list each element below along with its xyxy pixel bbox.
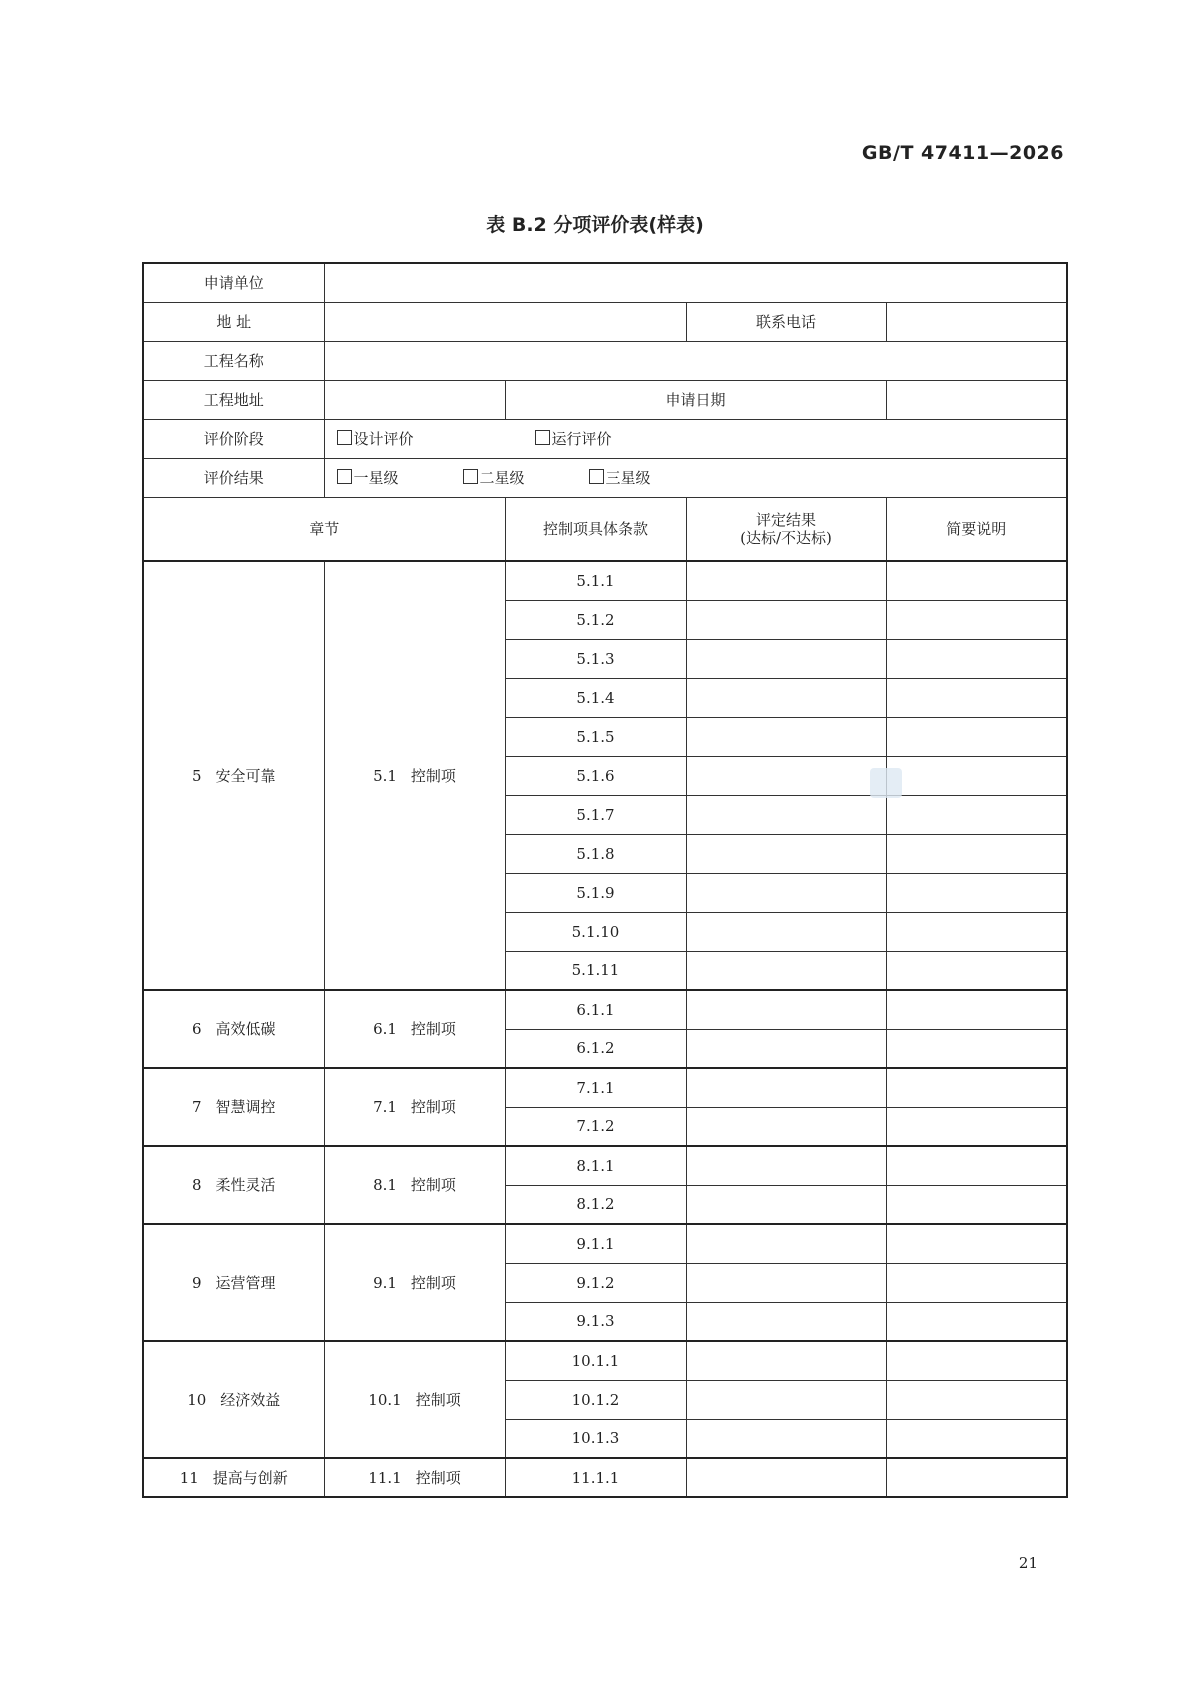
project-name-row [143,341,1067,380]
stage-options [324,419,1067,458]
project-name-value[interactable] [324,341,1067,380]
result-cell[interactable] [686,834,886,873]
subsection-name: 9.1 控制项 [324,1224,505,1341]
address-value[interactable] [324,302,686,341]
section-name: 5 安全可靠 [143,561,324,990]
clause-number: 9.1.1 [505,1224,686,1263]
note-cell[interactable] [886,1458,1067,1497]
note-cell[interactable] [886,1185,1067,1224]
clause-number: 9.1.3 [505,1302,686,1341]
result-cell[interactable] [686,1029,886,1068]
col-chapter: 章节 [143,497,505,561]
clause-number: 10.1.1 [505,1341,686,1380]
apply-date-value[interactable] [886,380,1067,419]
evaluation-table [142,262,1068,1498]
table-title: 表 B.2 分项评价表(样表) [486,214,704,236]
table-row [143,990,1067,1029]
result-label: 评价结果 [143,458,324,497]
section-name: 9 运营管理 [143,1224,324,1341]
table-row [143,1224,1067,1263]
standard-code: GB/T 47411—2026 [861,142,1064,164]
result-cell[interactable] [686,1458,886,1497]
stage-option-operation[interactable]: 运行评价 [535,430,612,448]
result-cell[interactable] [686,756,886,795]
clause-number: 5.1.7 [505,795,686,834]
address-label: 地 址 [143,302,324,341]
note-cell[interactable] [886,756,1067,795]
note-cell[interactable] [886,1341,1067,1380]
project-address-value[interactable] [324,380,505,419]
checkbox-icon[interactable] [463,469,478,484]
note-cell[interactable] [886,1107,1067,1146]
clause-number: 5.1.6 [505,756,686,795]
checkbox-icon[interactable] [535,430,550,445]
subsection-name: 8.1 控制项 [324,1146,505,1224]
stage-row [143,419,1067,458]
clause-number: 10.1.3 [505,1419,686,1458]
result-cell[interactable] [686,1419,886,1458]
column-header-row [143,497,1067,561]
subsection-name: 7.1 控制项 [324,1068,505,1146]
clause-number: 6.1.2 [505,1029,686,1068]
note-cell[interactable] [886,912,1067,951]
result-option-three-star[interactable]: 三星级 [589,469,651,487]
clause-number: 5.1.9 [505,873,686,912]
result-cell[interactable] [686,561,886,600]
stage-option-design[interactable]: 设计评价 [337,430,535,448]
clause-number: 5.1.1 [505,561,686,600]
result-cell[interactable] [686,873,886,912]
note-cell[interactable] [886,1419,1067,1458]
result-cell[interactable] [686,1263,886,1302]
result-cell[interactable] [686,678,886,717]
clause-number: 5.1.3 [505,639,686,678]
result-cell[interactable] [686,600,886,639]
section-name: 11 提高与创新 [143,1458,324,1497]
note-cell[interactable] [886,1146,1067,1185]
checkbox-icon[interactable] [337,430,352,445]
subsection-name: 5.1 控制项 [324,561,505,990]
address-row [143,302,1067,341]
result-cell[interactable] [686,1224,886,1263]
note-cell[interactable] [886,834,1067,873]
section-name: 6 高效低碳 [143,990,324,1068]
result-cell[interactable] [686,1068,886,1107]
result-cell[interactable] [686,990,886,1029]
result-cell[interactable] [686,795,886,834]
result-cell[interactable] [686,717,886,756]
clause-number: 7.1.2 [505,1107,686,1146]
section-name: 8 柔性灵活 [143,1146,324,1224]
result-option-one-star[interactable]: 一星级 [337,469,463,487]
result-cell[interactable] [686,1302,886,1341]
note-cell[interactable] [886,717,1067,756]
applicant-value[interactable] [324,263,1067,302]
section-name: 10 经济效益 [143,1341,324,1458]
table-row [143,1458,1067,1497]
result-cell[interactable] [686,951,886,990]
stage-label: 评价阶段 [143,419,324,458]
clause-number: 9.1.2 [505,1263,686,1302]
result-cell[interactable] [686,1146,886,1185]
checkbox-icon[interactable] [589,469,604,484]
note-cell[interactable] [886,1224,1067,1263]
phone-value[interactable] [886,302,1067,341]
result-cell[interactable] [686,1341,886,1380]
subsection-name: 10.1 控制项 [324,1341,505,1458]
note-cell[interactable] [886,873,1067,912]
note-cell[interactable] [886,795,1067,834]
project-address-row [143,380,1067,419]
note-cell[interactable] [886,990,1067,1029]
col-result: 评定结果 (达标/不达标) [686,497,886,561]
subsection-name: 11.1 控制项 [324,1458,505,1497]
note-cell[interactable] [886,1302,1067,1341]
result-cell[interactable] [686,1185,886,1224]
project-name-label: 工程名称 [143,341,324,380]
note-cell[interactable] [886,951,1067,990]
phone-label: 联系电话 [686,302,886,341]
note-cell[interactable] [886,1380,1067,1419]
result-cell[interactable] [686,1380,886,1419]
clause-number: 5.1.8 [505,834,686,873]
checkbox-icon[interactable] [337,469,352,484]
col-clause: 控制项具体条款 [505,497,686,561]
result-cell[interactable] [686,912,886,951]
clause-number: 10.1.2 [505,1380,686,1419]
result-cell[interactable] [686,639,886,678]
clause-number: 7.1.1 [505,1068,686,1107]
result-options [324,458,1067,497]
note-cell[interactable] [886,600,1067,639]
clause-number: 6.1.1 [505,990,686,1029]
clause-number: 5.1.5 [505,717,686,756]
clause-number: 5.1.11 [505,951,686,990]
applicant-row [143,263,1067,302]
table-row [143,561,1067,600]
result-cell[interactable] [686,1107,886,1146]
project-address-label: 工程地址 [143,380,324,419]
page-number: 21 [1018,1554,1038,1572]
note-cell[interactable] [886,639,1067,678]
table-row [143,1146,1067,1185]
clause-number: 5.1.10 [505,912,686,951]
col-note: 简要说明 [886,497,1067,561]
clause-number: 5.1.4 [505,678,686,717]
subsection-name: 6.1 控制项 [324,990,505,1068]
note-cell[interactable] [886,1263,1067,1302]
note-cell[interactable] [886,561,1067,600]
note-cell[interactable] [886,678,1067,717]
apply-date-label: 申请日期 [505,380,886,419]
section-name: 7 智慧调控 [143,1068,324,1146]
clause-number: 11.1.1 [505,1458,686,1497]
table-row [143,1341,1067,1380]
clause-number: 5.1.2 [505,600,686,639]
clause-number: 8.1.2 [505,1185,686,1224]
note-cell[interactable] [886,1029,1067,1068]
watermark-logo [870,768,902,798]
result-option-two-star[interactable]: 二星级 [463,469,589,487]
result-row [143,458,1067,497]
applicant-label: 申请单位 [143,263,324,302]
table-row [143,1068,1067,1107]
note-cell[interactable] [886,1068,1067,1107]
clause-number: 8.1.1 [505,1146,686,1185]
